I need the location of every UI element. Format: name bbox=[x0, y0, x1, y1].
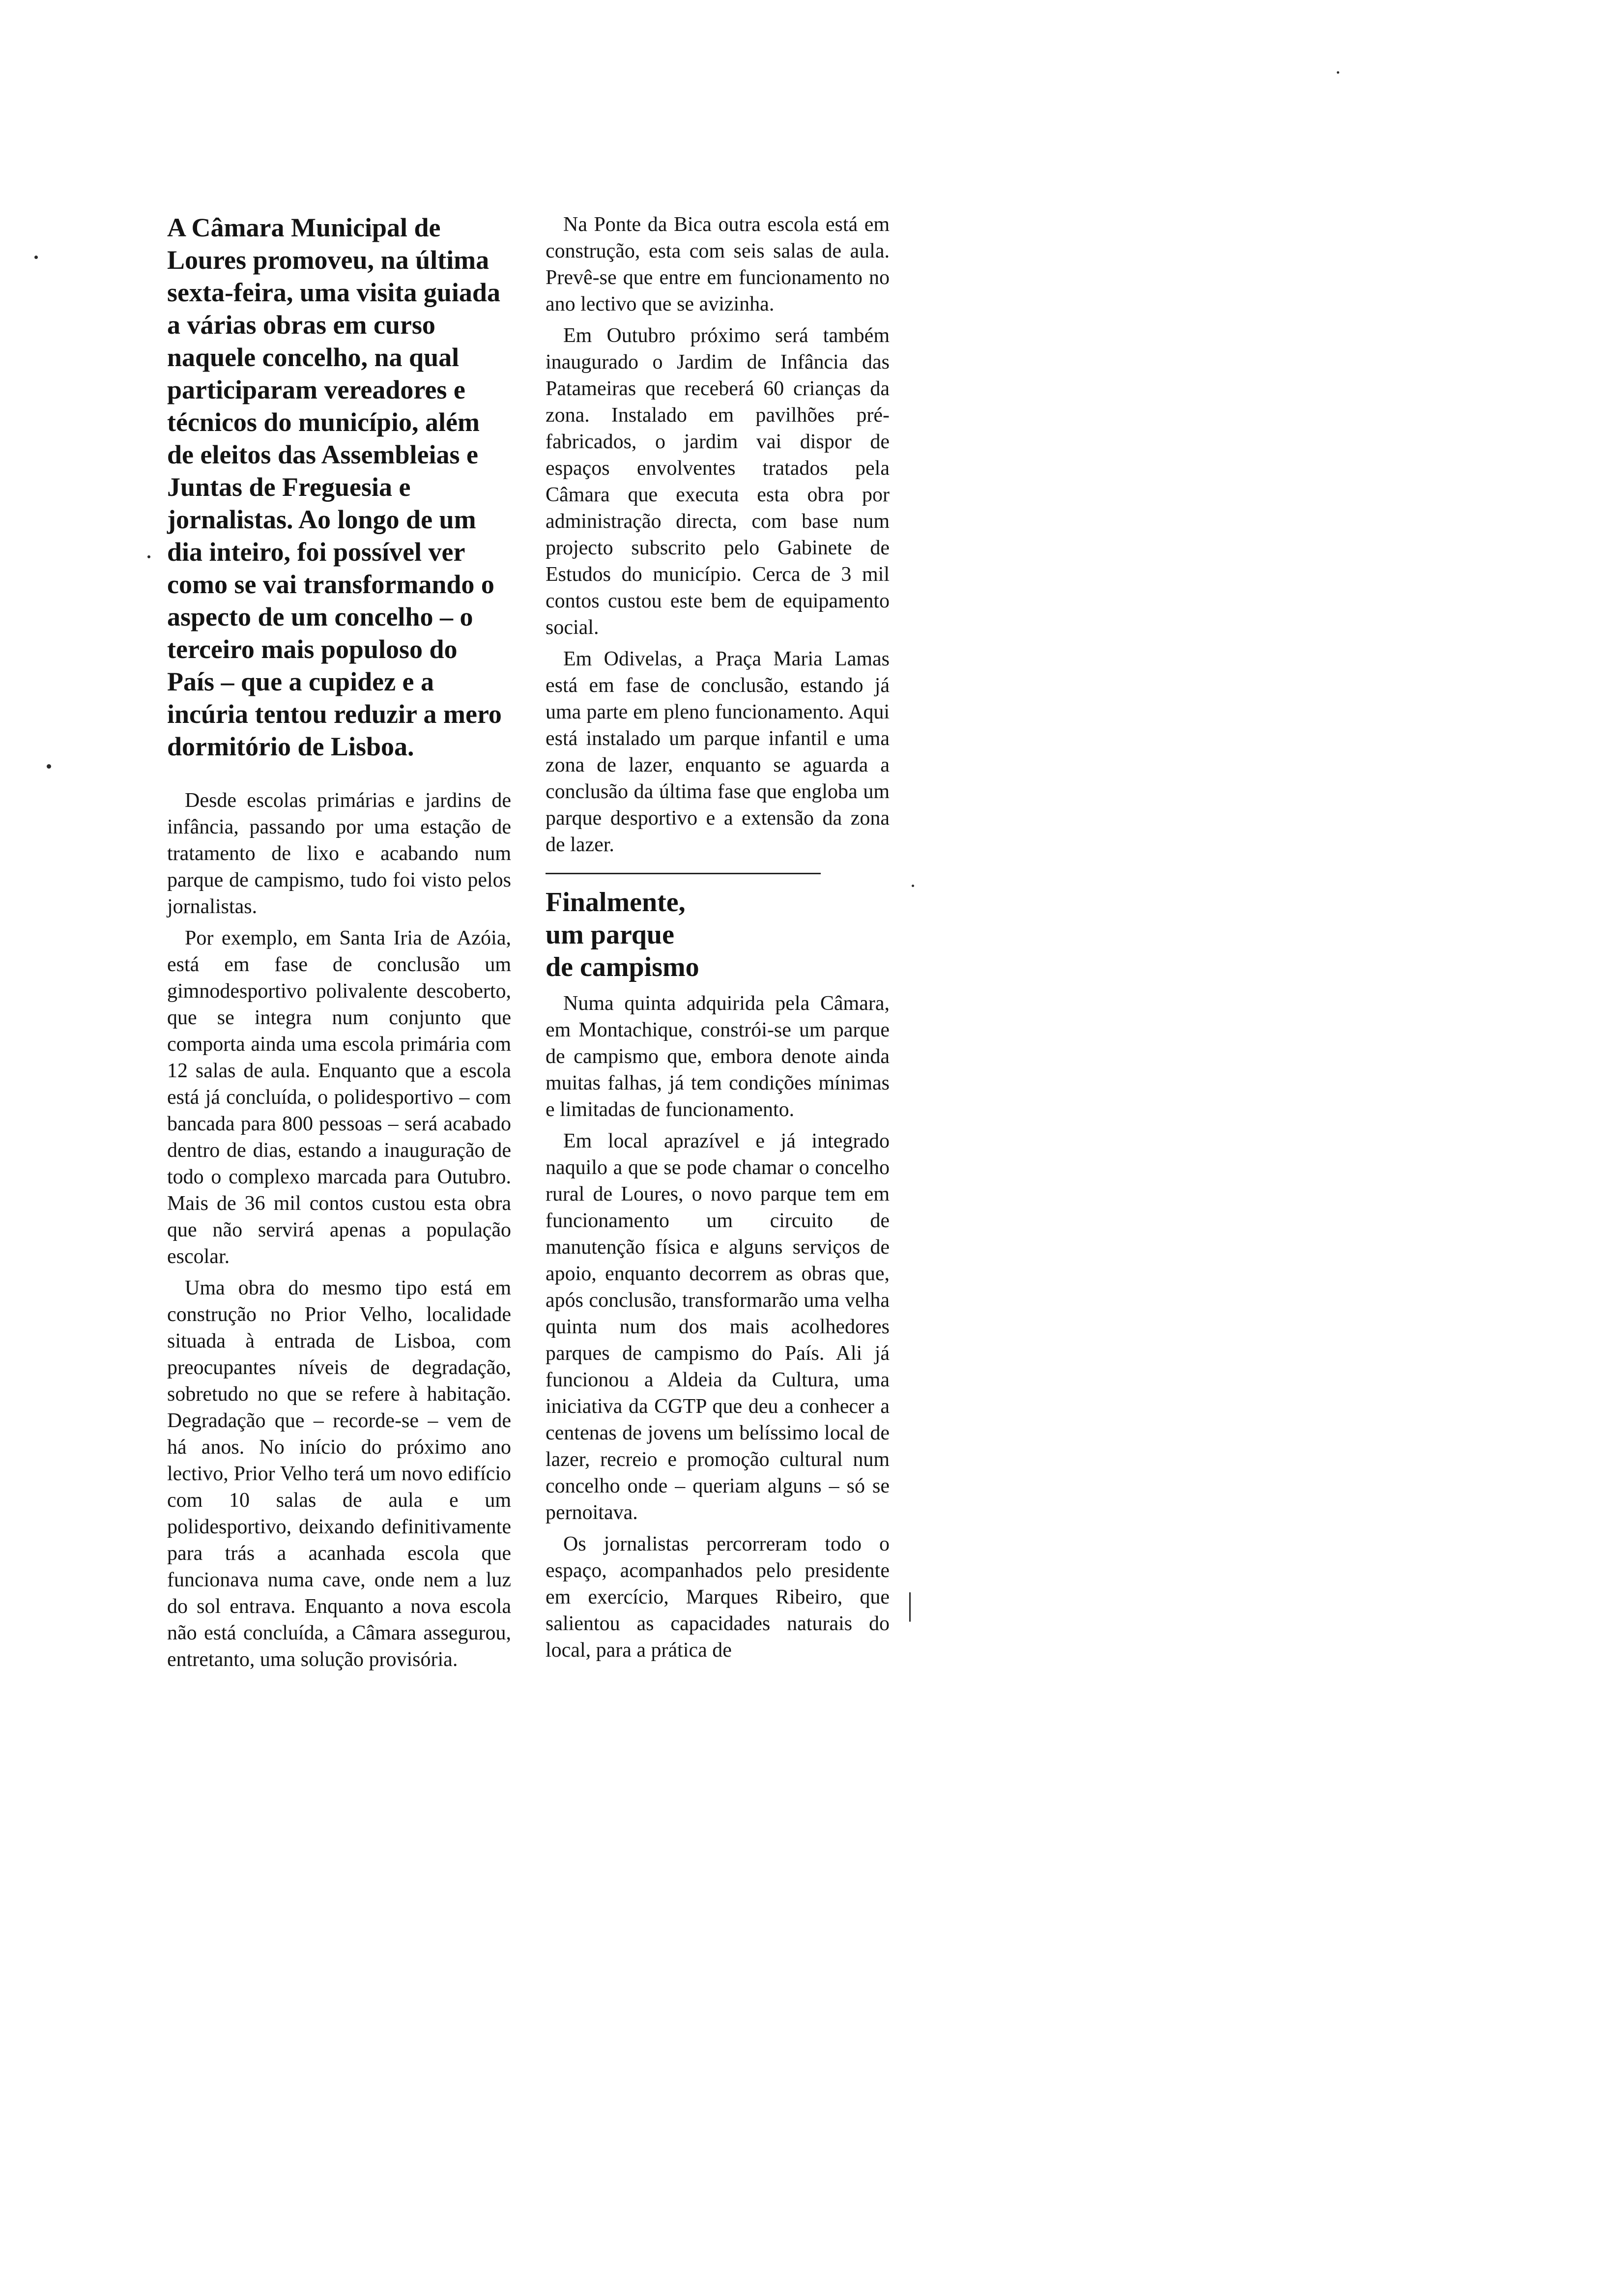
right-column bbox=[546, 211, 890, 1668]
scan-speck bbox=[34, 256, 38, 259]
subsection-body bbox=[546, 990, 890, 1664]
lead-paragraph: A Câmara Municipal de Loures promoveu, na última sexta-feira, uma visita guiada a várias obras em curso naquele concelho, na qual participaram vereadores e técnicos do município, além de eleitos das Assembleias e Juntas de Freguesia e jornalistas. Ao longo de um dia inteiro, foi possível ver como se vai transformando o aspecto de um concelho – o terceiro mais populoso do País – que a cupidez e a incúria tentou reduzir a mero dormitório de Lisboa. bbox=[167, 213, 502, 761]
paragraph: Numa quinta adquirida pela Câmara, em Montachique, constrói-se um parque de campismo que, embora denote ainda muitas falhas, já tem condições mínimas e limitadas de funcionamento. bbox=[546, 992, 890, 1121]
paragraph: Uma obra do mesmo tipo está em construção no Prior Velho, localidade situada à entrada de Lisboa, com preocupantes níveis de degradação, sobretudo no que se refere à habitação. Degradação que – recorde-se – vem de há anos. No início do próximo ano lectivo, Prior Velho terá um novo edifício com 10 salas de aula e um polidesportivo, deixando definitivamente para trás a acanhada escola que funcionava numa cave, onde nem a luz do sol entrava. Enquanto a nova escola não está concluída, a Câmara assegurou, entretanto, uma solução provisória. bbox=[167, 1277, 511, 1671]
left-body bbox=[167, 787, 511, 1673]
scan-speck bbox=[909, 1592, 911, 1622]
section-subheading bbox=[546, 873, 821, 983]
paragraph: Por exemplo, em Santa Iria de Azóia, está em fase de conclusão um gimnodesportivo polivalente descoberto, que se integra num conjunto que comporta ainda uma escola primária com 12 salas de aula. Enquanto que a escola está já concluída, o polidesportivo – com bancada para 800 pessoas – será acabado dentro de dias, estando a inauguração de todo o complexo marcada para Outubro. Mais de 36 mil contos custou esta obra que não servirá apenas a população escolar. bbox=[167, 927, 511, 1268]
paragraph: Em local aprazível e já integrado naquilo a que se pode chamar o concelho rural de Loures, o novo parque tem em funcionamento um circuito de manutenção física e alguns serviços de apoio, enquanto decorrem as obras que, após conclusão, transformarão uma velha quinta num dos mais acolhedores parques de campismo do País. Ali já funcionou a Aldeia da Cultura, uma iniciativa da CGTP que deu a conhecer a centenas de jovens um belíssimo local de lazer, recreio e promoção cultural num concelho onde – queriam alguns – só se pernoitava. bbox=[546, 1130, 890, 1524]
right-body bbox=[546, 211, 890, 858]
scan-speck bbox=[147, 555, 150, 558]
paragraph: Na Ponte da Bica outra escola está em construção, esta com seis salas de aula. Prevê-se que entre em funcionamento no ano lectivo que se avizinha. bbox=[546, 213, 890, 316]
scan-speck bbox=[47, 764, 51, 769]
paragraph: Em Odivelas, a Praça Maria Lamas está em fase de conclusão, estando já uma parte em pleno funcionamento. Aqui está instalado um parque infantil e uma zona de lazer, enquanto se aguarda a conclusão da última fase que engloba um parque desportivo e a extensão da zona de lazer. bbox=[546, 648, 890, 856]
left-column bbox=[167, 211, 511, 1678]
subheading-line: de campismo bbox=[546, 952, 699, 982]
subheading-line: Finalmente, bbox=[546, 887, 686, 918]
paragraph: Em Outubro próximo será também inaugurado o Jardim de Infância das Patameiras que receberá 60 crianças da zona. Instalado em pavilhões pré-fabricados, o jardim vai dispor de espaços envolventes tratados pela Câmara que executa esta obra por administração directa, com base num projecto subscrito pelo Gabinete de Estudos do município. Cerca de 3 mil contos custou este bem de equipamento social. bbox=[546, 324, 890, 639]
paragraph: Desde escolas primárias e jardins de infância, passando por uma estação de tratamento de lixo e acabando num parque de campismo, tudo foi visto pelos jornalistas. bbox=[167, 789, 511, 918]
subheading-line: um parque bbox=[546, 919, 674, 950]
scan-speck bbox=[912, 885, 914, 887]
paragraph: Os jornalistas percorreram todo o espaço, acompanhados pelo presidente em exercício, Marques Ribeiro, que salientou as capacidades naturais do local, para a prática de bbox=[546, 1533, 890, 1662]
scan-speck bbox=[1337, 71, 1339, 74]
